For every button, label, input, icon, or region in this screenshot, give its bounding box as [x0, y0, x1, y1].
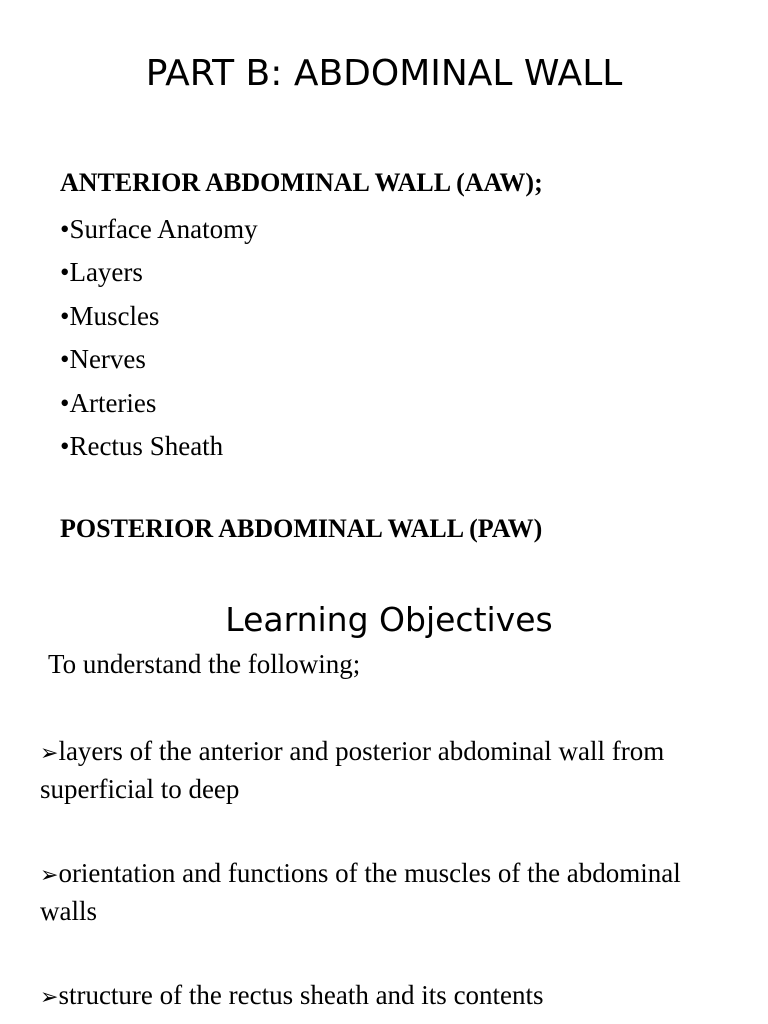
objectives-intro: To understand the following;: [48, 649, 361, 679]
anterior-topic-list: [60, 208, 258, 468]
list-item-text: Rectus Sheath: [69, 431, 224, 462]
bullet-glyph: •: [60, 214, 70, 244]
objective-item: [40, 733, 720, 807]
list-item-text: Nerves: [69, 344, 146, 375]
bullet-glyph: •: [60, 344, 70, 375]
list-item-text: Muscles: [69, 300, 160, 331]
objective-text: structure of the rectus sheath and its contents: [58, 980, 544, 1010]
list-item: [60, 338, 258, 381]
bullet-glyph: •: [60, 257, 70, 288]
list-item: [60, 251, 258, 294]
posterior-wall-heading: POSTERIOR ABDOMINAL WALL (PAW): [60, 514, 543, 543]
bullet-glyph: •: [60, 300, 70, 331]
list-item: [60, 208, 258, 251]
bullet-glyph: •: [60, 387, 70, 418]
arrow-bullet-icon: ➢: [40, 862, 59, 887]
page-title: PART B: ABDOMINAL WALL: [145, 53, 623, 94]
list-item: [60, 295, 258, 338]
list-item: [60, 425, 258, 468]
list-item-text: Arteries: [69, 387, 157, 418]
list-item: [60, 382, 258, 425]
objective-text: orientation and functions of the muscles of the abdominal walls: [40, 858, 681, 926]
objective-item: [40, 977, 720, 1015]
arrow-bullet-icon: ➢: [40, 984, 59, 1009]
list-item-text: Layers: [69, 257, 143, 288]
list-item-text: Surface Anatomy: [69, 214, 258, 244]
objectives-heading: Learning Objectives: [225, 600, 553, 639]
bullet-glyph: •: [60, 431, 70, 462]
anterior-wall-heading: ANTERIOR ABDOMINAL WALL (AAW);: [60, 168, 543, 197]
objective-text: layers of the anterior and posterior abdominal wall from superficial to deep: [40, 736, 665, 804]
arrow-bullet-icon: ➢: [40, 740, 59, 765]
objective-item: [40, 855, 720, 929]
